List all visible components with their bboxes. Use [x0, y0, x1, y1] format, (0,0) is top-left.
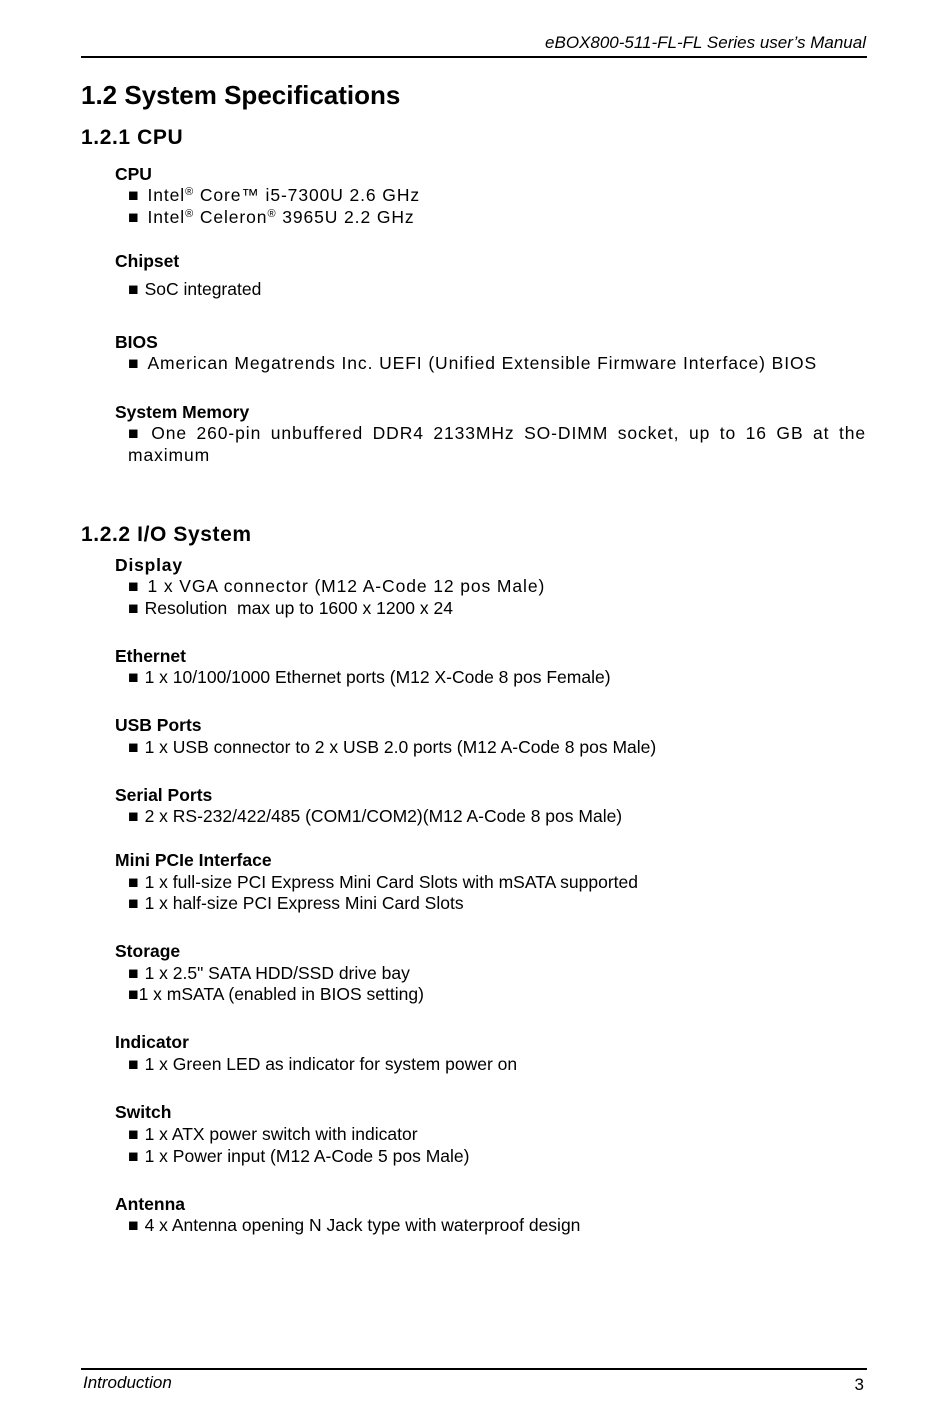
- bullet-icon: ■: [128, 598, 139, 618]
- bullet-icon: ■: [128, 806, 139, 826]
- bios-item-1: [128, 353, 817, 374]
- cpu-section-heading: 1.2.1 CPU: [81, 126, 184, 149]
- ethernet-item-1: [128, 667, 611, 688]
- mini-pcie-title: Mini PCIe Interface: [115, 850, 272, 870]
- cpu-item-1-text: Intel: [147, 185, 186, 205]
- usb-ports-item-1: [128, 737, 656, 758]
- chipset-item-1: [128, 279, 261, 300]
- cpu-item-2: [128, 207, 415, 228]
- display-item-2: [128, 598, 453, 619]
- page-number: 3: [854, 1375, 864, 1394]
- system-memory-item-1-text: One 260-pin unbuffered DDR4 2133MHz SO-DIMM socket, up to 16 GB at the maximum: [128, 423, 866, 465]
- cpu-item-2-text: Intel: [147, 207, 186, 227]
- io-section-heading: 1.2.2 I/O System: [81, 523, 252, 546]
- storage-title: Storage: [115, 941, 181, 961]
- system-memory-title: System Memory: [115, 402, 250, 422]
- bullet-icon: ■: [128, 1054, 139, 1074]
- usb-ports-title: USB Ports: [115, 715, 202, 735]
- serial-ports-item-1-text: 2 x RS-232/422/485 (COM1/COM2)(M12 A-Code 8 pos Male): [144, 806, 623, 826]
- ethernet-item-1-text: 1 x 10/100/1000 Ethernet ports (M12 X-Code 8 pos Female): [144, 667, 611, 687]
- switch-item-1: [128, 1124, 418, 1145]
- footer-divider: [81, 1368, 867, 1370]
- cpu-title: CPU: [115, 164, 152, 184]
- bullet-icon: ■: [128, 667, 139, 687]
- switch-item-2: [128, 1146, 469, 1167]
- cpu-item-1: [128, 185, 420, 206]
- switch-item-2-text: 1 x Power input (M12 A-Code 5 pos Male): [144, 1146, 470, 1166]
- chipset-title: Chipset: [115, 251, 180, 271]
- switch-item-1-text: 1 x ATX power switch with indicator: [144, 1124, 418, 1144]
- display-item-2-text: Resolution max up to 1600 x 1200 x 24: [144, 598, 453, 618]
- switch-title: Switch: [115, 1102, 172, 1122]
- footer-section-name: Introduction: [83, 1373, 172, 1392]
- page-heading: 1.2 System Specifications: [81, 80, 401, 110]
- storage-item-1: [128, 963, 410, 984]
- mini-pcie-item-1: [128, 872, 638, 893]
- serial-ports-item-1: [128, 806, 622, 827]
- bullet-icon: ■: [128, 185, 140, 205]
- antenna-item-1-text: 4 x Antenna opening N Jack type with waterproof design: [144, 1215, 581, 1235]
- header-title: eBOX800-511-FL-FL Series user’s Manual: [545, 33, 866, 52]
- bios-title: BIOS: [115, 332, 158, 352]
- display-item-1-text: 1 x VGA connector (M12 A-Code 12 pos Male): [147, 576, 546, 596]
- mini-pcie-item-2: [128, 893, 464, 914]
- cpu-item-2-text-2: Celeron: [194, 207, 268, 227]
- indicator-title: Indicator: [115, 1032, 189, 1052]
- bios-item-1-text: American Megatrends Inc. UEFI (Unified Extensible Firmware Interface) BIOS: [147, 353, 818, 373]
- indicator-item-1: [128, 1054, 517, 1075]
- antenna-item-1: [128, 1215, 580, 1236]
- bullet-icon: ■: [128, 872, 139, 892]
- registered-mark: ®: [267, 208, 277, 220]
- mini-pcie-item-2-text: 1 x half-size PCI Express Mini Card Slots: [144, 893, 464, 913]
- registered-mark: ®: [185, 186, 195, 198]
- chipset-item-1-text: SoC integrated: [144, 279, 262, 299]
- indicator-item-1-text: 1 x Green LED as indicator for system power on: [144, 1054, 518, 1074]
- ethernet-title: Ethernet: [115, 646, 186, 666]
- bullet-icon: ■: [128, 207, 140, 227]
- bullet-icon: ■: [128, 353, 140, 373]
- header-divider: [81, 56, 867, 58]
- serial-ports-title: Serial Ports: [115, 785, 213, 805]
- bullet-icon: ■: [128, 423, 144, 443]
- display-item-1: [128, 576, 545, 597]
- bullet-icon: ■: [128, 1146, 139, 1166]
- storage-item-1-text: 1 x 2.5" SATA HDD/SSD drive bay: [144, 963, 410, 983]
- bullet-icon: ■: [128, 1124, 139, 1144]
- antenna-title: Antenna: [115, 1194, 185, 1214]
- display-title: Display: [115, 555, 183, 575]
- bullet-icon: ■: [128, 984, 139, 1004]
- cpu-item-2-text-3: 3965U 2.2 GHz: [276, 207, 415, 227]
- system-memory-item-1: [128, 422, 866, 466]
- usb-ports-item-1-text: 1 x USB connector to 2 x USB 2.0 ports (M12 A-Code 8 pos Male): [144, 737, 657, 757]
- bullet-icon: ■: [128, 963, 139, 983]
- cpu-item-1-text-2: Core™ i5-7300U 2.6 GHz: [194, 185, 421, 205]
- storage-item-2: [128, 984, 424, 1005]
- bullet-icon: ■: [128, 576, 140, 596]
- storage-item-2-text: 1 x mSATA (enabled in BIOS setting): [138, 984, 424, 1004]
- bullet-icon: ■: [128, 893, 139, 913]
- mini-pcie-item-1-text: 1 x full-size PCI Express Mini Card Slots with mSATA supported: [144, 872, 638, 892]
- bullet-icon: ■: [128, 737, 139, 757]
- bullet-icon: ■: [128, 1215, 139, 1235]
- bullet-icon: ■: [128, 279, 139, 299]
- registered-mark: ®: [185, 208, 195, 220]
